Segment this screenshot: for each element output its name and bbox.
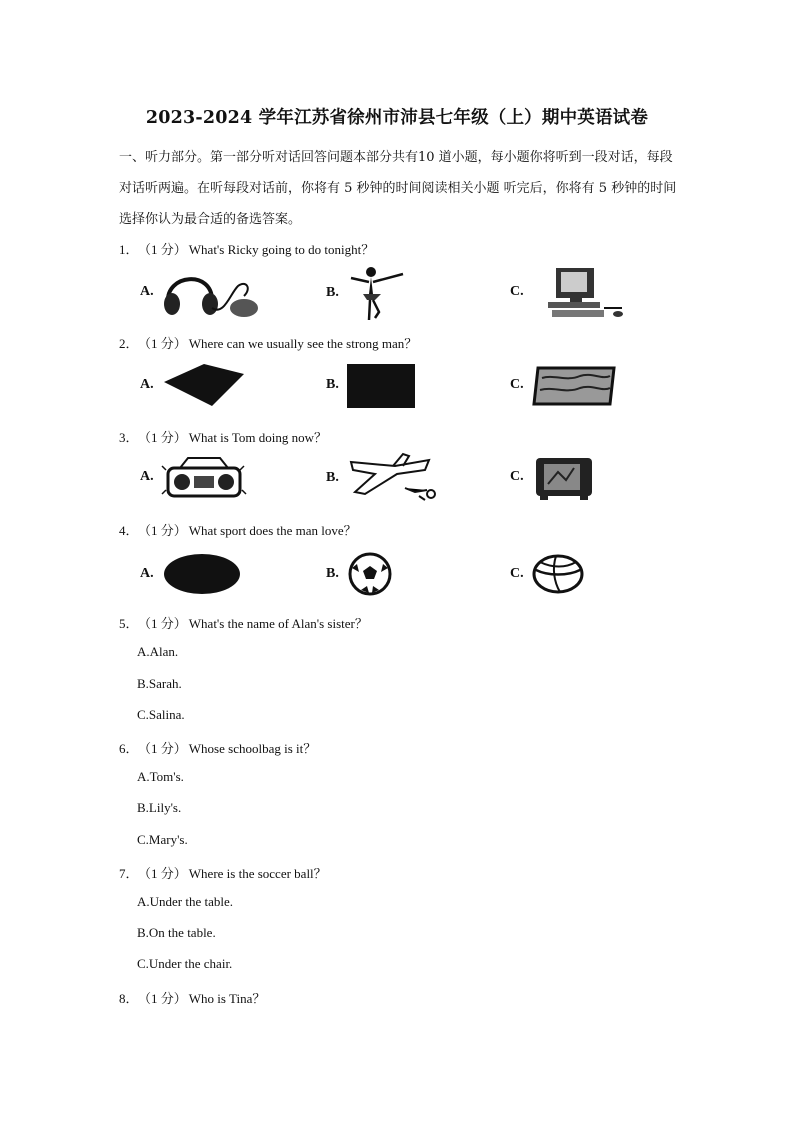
picture-option-c [510, 550, 586, 598]
question-2 [119, 333, 417, 352]
option-label: C. [510, 377, 524, 392]
question-7 [119, 863, 327, 882]
question-score: （1 分） [144, 991, 187, 1006]
picture-option-c [510, 264, 626, 320]
question-text: Where is the soccer ball？ [188, 866, 327, 881]
option-label: B. [326, 470, 339, 485]
picture-option-b [326, 550, 395, 598]
black-board-tilted-icon [160, 360, 246, 410]
television-icon [530, 452, 598, 502]
radio-icon [160, 452, 250, 502]
question-score: （1 分） [144, 616, 187, 631]
option-c: C.Under the chair. [137, 956, 233, 971]
question-text: What sport does the man love？ [188, 523, 357, 538]
option-label: B. [326, 285, 339, 300]
headphones-icon [160, 264, 260, 320]
option-label: A. [140, 377, 154, 392]
option-label: C. [510, 469, 524, 484]
question-number: 7． [119, 866, 139, 881]
question-score: （1 分） [144, 336, 187, 351]
option-a: A.Alan. [137, 644, 179, 659]
option-c: C.Salina. [137, 707, 185, 722]
question-number: 4． [119, 523, 139, 538]
question-score: （1 分） [144, 523, 187, 538]
picture-option-b [326, 264, 407, 322]
question-1 [119, 239, 374, 258]
question-3 [119, 427, 327, 446]
question-text: Who is Tina？ [188, 991, 266, 1006]
question-score: （1 分） [144, 741, 187, 756]
option-label: C. [510, 284, 524, 299]
volleyball-icon [530, 550, 586, 598]
question-6 [119, 738, 316, 757]
question-number: 8． [119, 991, 139, 1006]
tv-screen-icon [345, 360, 417, 410]
section-instructions: 一、听力部分。第一部分听对话回答问题本部分共有10 道小题，每小题你将听到一段对话，每段对话听两遍。在听每段对话前，你将有 5 秒钟的时间阅读相关小题 听完后，你将有 5 秒钟的时间选择你认为最合适的备选答案。 [119, 150, 677, 227]
picture-options-2 [0, 360, 794, 420]
option-label: A. [140, 469, 154, 484]
page-title: 2023-2024 学年江苏省徐州市沛县七年级（上）期中英语试卷 [145, 108, 649, 128]
option-label: A. [140, 566, 154, 581]
question-number: 6． [119, 741, 139, 756]
question-text: Where can we usually see the strong man？ [188, 336, 418, 351]
picture-option-a [140, 360, 246, 410]
option-c: C.Mary's. [137, 832, 188, 847]
option-label: A. [140, 284, 154, 299]
question-number: 2． [119, 336, 139, 351]
question-number: 1． [119, 242, 139, 257]
question-number: 3． [119, 430, 139, 445]
option-label: B. [326, 377, 339, 392]
question-text: What's Ricky going to do tonight？ [188, 242, 375, 257]
question-score: （1 分） [144, 430, 187, 445]
picture-option-c [510, 452, 598, 502]
picture-options-4 [0, 550, 794, 610]
option-label: B. [326, 566, 339, 581]
question-score: （1 分） [144, 242, 187, 257]
question-number: 5． [119, 616, 139, 631]
picture-option-b [326, 452, 441, 504]
question-text: What is Tom doing now？ [188, 430, 328, 445]
option-label: C. [510, 566, 524, 581]
picture-option-a [140, 550, 244, 598]
question-text: What's the name of Alan's sister？ [188, 616, 368, 631]
computer-icon [530, 264, 626, 320]
question-text: Whose schoolbag is it？ [188, 741, 317, 756]
option-a: A.Under the table. [137, 894, 234, 909]
picture-option-a [140, 452, 250, 502]
model-plane-icon [345, 452, 441, 504]
question-8 [119, 988, 265, 1007]
picture-option-c [510, 360, 618, 410]
option-b: B.Lily's. [137, 800, 182, 815]
rugby-ball-icon [160, 550, 244, 598]
pool-icon [530, 360, 618, 410]
option-b: B.Sarah. [137, 676, 182, 691]
picture-options-3 [0, 452, 794, 512]
picture-options-1 [0, 264, 794, 324]
soccer-ball-icon [345, 550, 395, 598]
picture-option-b [326, 360, 417, 410]
option-a: A.Tom's. [137, 769, 184, 784]
option-b: B.On the table. [137, 925, 216, 940]
ballet-dancer-icon [345, 264, 407, 322]
question-5 [119, 613, 368, 632]
question-4 [119, 520, 357, 539]
question-score: （1 分） [144, 866, 187, 881]
picture-option-a [140, 264, 260, 320]
